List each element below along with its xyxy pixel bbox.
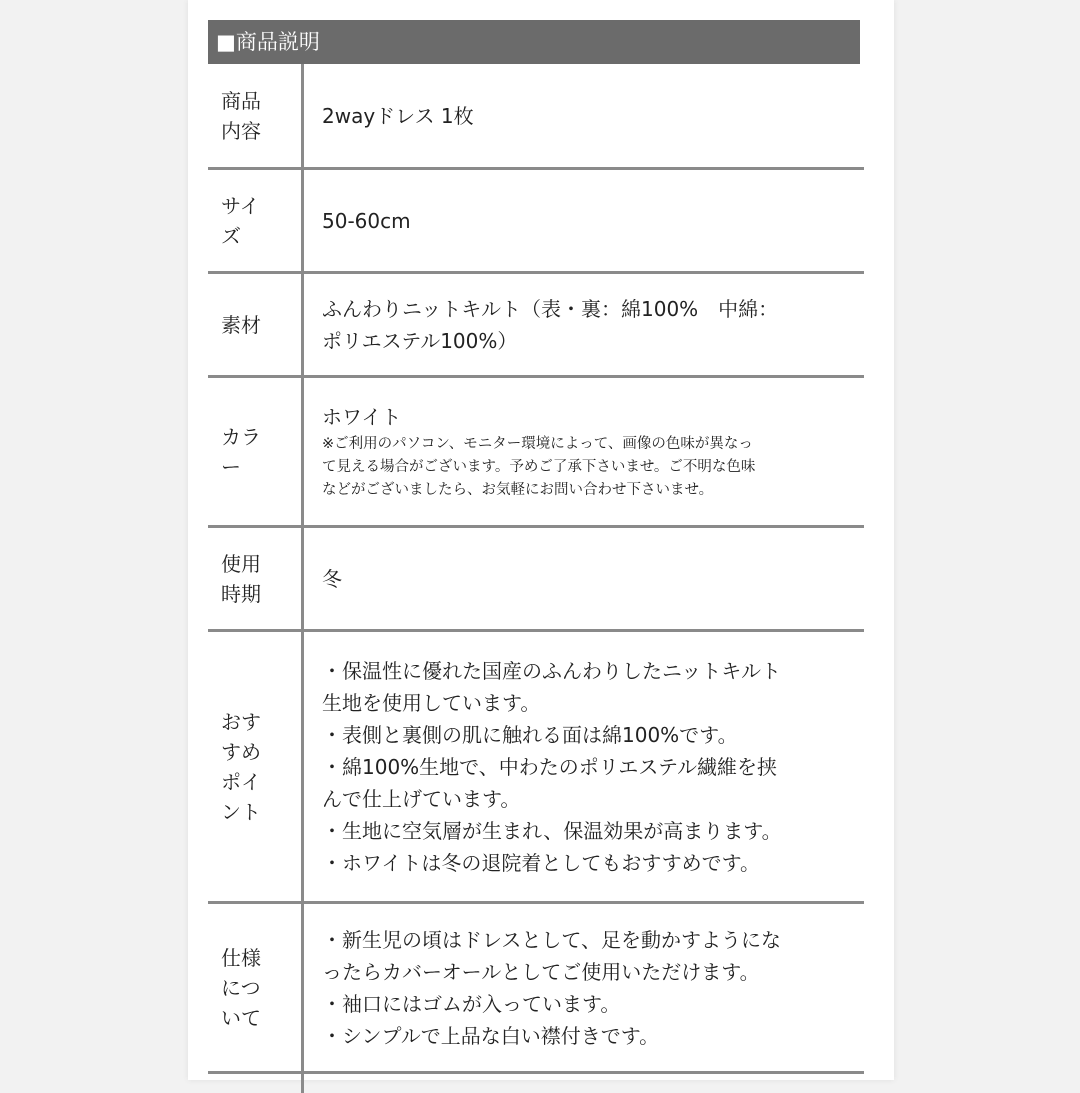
value-line: 50-60cm [322, 208, 411, 233]
value-line: ったらカバーオールとしてご使用いただけます。 [322, 959, 760, 984]
row-value [304, 528, 864, 629]
row-label-text: 仕様について [221, 945, 261, 1030]
spec-row-material [208, 274, 864, 378]
value-line: ・保温性に優れた国産のふんわりしたニットキルト [322, 658, 781, 683]
value-line: ・表側と裏側の肌に触れる面は綿100%です。 [322, 722, 738, 747]
value-line: ・シンプルで上品な白い襟付きです。 [322, 1023, 660, 1048]
value-line: ・ホワイトは冬の退院着としてもおすすめです。 [322, 850, 760, 875]
row-value [304, 170, 864, 271]
row-label [208, 378, 304, 525]
value-line: ・袖口にはゴムが入っています。 [322, 991, 621, 1016]
product-description-panel [188, 0, 894, 1080]
spec-row-color [208, 378, 864, 528]
color-disclaimer-note: ※ご利用のパソコン、モニター環境によって、画像の色味が異なっ [322, 436, 753, 452]
next-row-stub [208, 1073, 864, 1093]
value-line: 2wayドレス 1枚 [322, 103, 474, 128]
color-disclaimer-note: などがございましたら、お気軽にお問い合わせ下さいませ。 [322, 482, 714, 498]
spec-row-recommend [208, 632, 864, 904]
value-line: ・新生児の頃はドレスとして、足を動かすようにな [322, 927, 781, 952]
value-line: ホワイト [322, 405, 402, 429]
value-line: んで仕上げています。 [322, 786, 521, 811]
row-label-text: 使用時期 [221, 551, 261, 606]
row-label [208, 528, 304, 629]
row-value [304, 632, 864, 901]
value-line: ・綿100%生地で、中わたのポリエステル繊維を挟 [322, 754, 777, 779]
row-value [304, 64, 864, 167]
row-label-text: 商品内容 [221, 88, 261, 143]
row-label [208, 632, 304, 901]
row-label [208, 170, 304, 271]
value-line: ・生地に空気層が生まれ、保温効果が高まります。 [322, 818, 782, 843]
row-label-text: カラー [221, 424, 261, 479]
spec-row-contents [208, 64, 864, 170]
column-divider [301, 1073, 304, 1093]
row-label [208, 274, 304, 375]
row-value [304, 378, 864, 525]
value-line: 生地を使用しています。 [322, 690, 541, 715]
value-line: ポリエステル100%） [322, 328, 518, 353]
value-line: 冬 [322, 566, 342, 591]
row-label-text: サイズ [221, 193, 260, 248]
value-line: ふんわりニットキルト（表・裏：綿100% 中綿： [322, 296, 779, 321]
spec-row-season [208, 528, 864, 632]
row-label [208, 904, 304, 1071]
row-value [304, 274, 864, 375]
product-spec-table [208, 64, 864, 1074]
spec-row-size [208, 170, 864, 274]
color-disclaimer-note: て見える場合がございます。予めご了承下さいませ。ご不明な色味 [322, 459, 756, 475]
row-label-text: 素材 [221, 312, 261, 337]
row-label-text: おすすめポイント [221, 709, 261, 824]
row-value [304, 904, 864, 1071]
row-label [208, 64, 304, 167]
spec-row-specifications [208, 904, 864, 1074]
section-header: ■商品説明 [208, 20, 860, 64]
